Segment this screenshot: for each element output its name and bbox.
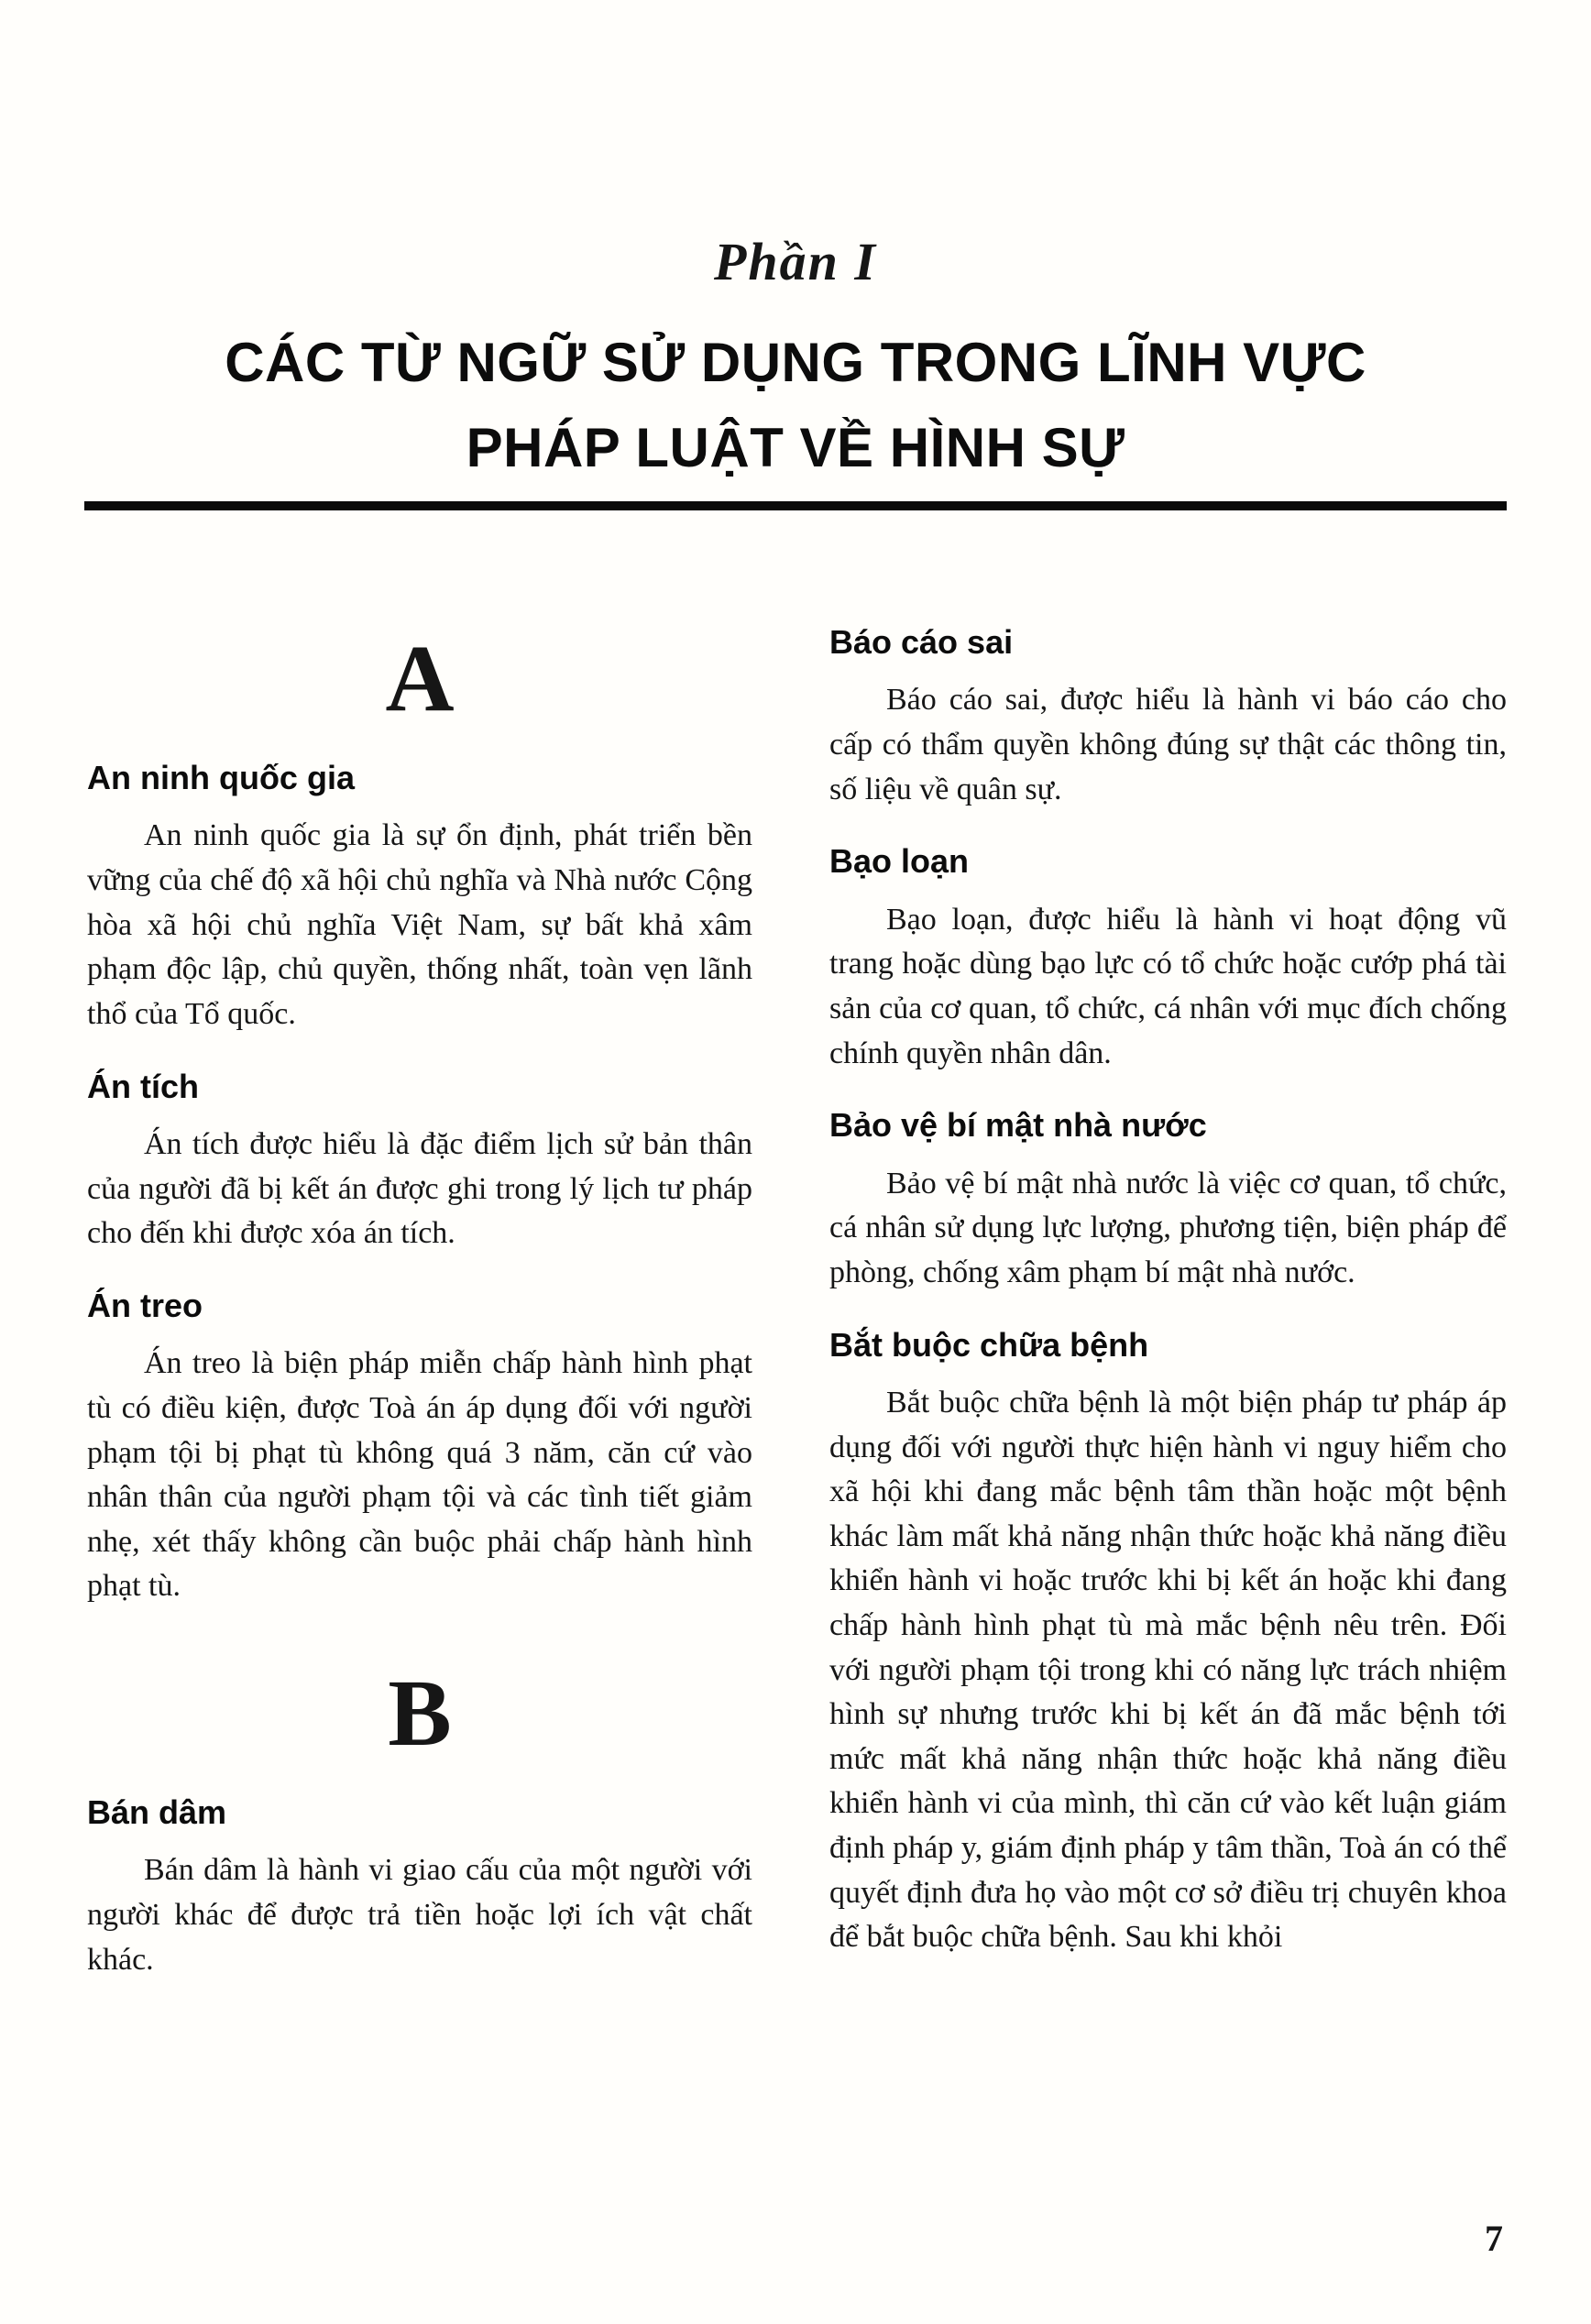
entry-term: Án tích — [87, 1067, 199, 1105]
right-column — [829, 619, 1507, 1990]
entry-definition: Bán dâm là hành vi giao cấu của một người với người khác để được trả tiền hoặc lợi ích vật chất khác. — [87, 1853, 752, 1977]
entry-definition: Bảo vệ bí mật nhà nước là việc cơ quan, tổ chức, cá nhân sử dụng lực lượng, phương tiện, biện pháp để phòng, chống xâm phạm bí mật nhà nước. — [829, 1166, 1507, 1289]
page-header — [0, 0, 1591, 510]
entry — [829, 1321, 1507, 1960]
entry-definition: Bắt buộc chữa bệnh là một biện pháp tư pháp áp dụng đối với người thực hiện hành vi nguy hiểm cho xã hội khi đang mắc bệnh tâm thần hoặc một bệnh khác làm mất khả năng nhận thức hoặc khả năng điều khiển hành vi hoặc trước khi bị kết án hoặc khi đang chấp hành hình phạt tù mà mắc bệnh nêu trên. Đối với người phạm tội trong khi có năng lực trách nhiệm hình sự nhưng trước khi bị kết án đã mắc bệnh tới mức mất khả năng nhận thức hoặc khả năng điều khiển hành vi của mình, thì căn cứ vào kết luận giám định pháp y, giám định pháp y tâm thần, Toà án có thể quyết định đưa họ vào một cơ sở điều trị chuyên khoa để bắt buộc chữa bệnh. Sau khi khỏi — [829, 1385, 1507, 1955]
entry-term: An ninh quốc gia — [87, 759, 355, 796]
page-number: 7 — [1485, 2218, 1503, 2259]
entry — [829, 1102, 1507, 1295]
entry — [87, 1282, 752, 1609]
part-title: Phần I — [713, 232, 877, 291]
entry-term: Bán dâm — [87, 1792, 227, 1831]
title-divider-rule — [84, 501, 1507, 510]
entry-term: Bắt buộc chữa bệnh — [829, 1325, 1149, 1364]
entry-term: Bạo loạn — [829, 842, 970, 881]
text-columns — [87, 619, 1507, 1990]
entry — [87, 1789, 752, 1982]
entry-term: Án treo — [87, 1286, 203, 1324]
entry-definition: Bạo loạn, được hiểu là hành vi hoạt động vũ trang hoặc dùng bạo lực có tổ chức hoặc cướp phá tài sản của cơ quan, tổ chức, cá nhân với mục đích chống chính quyền nhân dân. — [829, 902, 1507, 1070]
section-letter-b: B — [388, 1660, 452, 1766]
left-column — [87, 619, 752, 1990]
main-title-line-2: PHÁP LUẬT VỀ HÌNH SỰ — [466, 417, 1125, 478]
entry — [87, 1063, 752, 1256]
entry-definition: Án treo là biện pháp miễn chấp hành hình phạt tù có điều kiện, được Toà án áp dụng đối với người phạm tội bị phạt tù không quá 3 năm, căn cứ vào nhân thân của người phạm tội và các tình tiết giảm nhẹ, xét thấy không cần buộc phải chấp hành hình phạt tù. — [87, 1346, 752, 1604]
entry-definition: Báo cáo sai, được hiểu là hành vi báo cáo cho cấp có thẩm quyền không đúng sự thật các thông tin, số liệu về quân sự. — [829, 683, 1507, 806]
main-title — [0, 320, 1591, 490]
section-letter-a: A — [385, 626, 455, 731]
entry — [87, 754, 752, 1037]
entry — [829, 619, 1507, 812]
entry-definition: Án tích được hiểu là đặc điểm lịch sử bản thân của người đã bị kết án được ghi trong lý lịch tư pháp cho đến khi được xóa án tích. — [87, 1126, 752, 1251]
entry-term: Bảo vệ bí mật nhà nước — [829, 1106, 1207, 1145]
entry-term: Báo cáo sai — [829, 623, 1014, 661]
main-title-line-1: CÁC TỪ NGỮ SỬ DỤNG TRONG LĨNH VỰC — [225, 332, 1366, 393]
entry — [829, 838, 1507, 1076]
entry-definition: An ninh quốc gia là sự ổn định, phát triển bền vững của chế độ xã hội chủ nghĩa và Nhà nước Cộng hòa xã hội chủ nghĩa Việt Nam, sự bất khả xâm phạm độc lập, chủ quyền, thống nhất, toàn vẹn lãnh thổ của Tổ quốc. — [87, 818, 752, 1031]
